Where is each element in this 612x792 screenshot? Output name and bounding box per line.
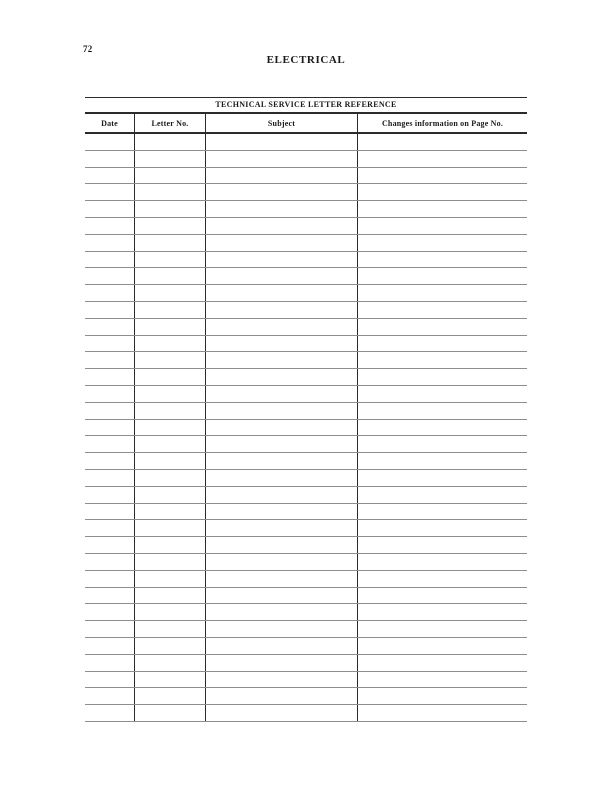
- table-row: [85, 672, 527, 689]
- table-cell: [85, 571, 134, 587]
- table-cell: [205, 151, 357, 167]
- table-cell: [205, 655, 357, 671]
- table-cell: [85, 655, 134, 671]
- table-row: [85, 487, 527, 504]
- table-cell: [357, 235, 527, 251]
- table-cell: [205, 487, 357, 503]
- table-row: [85, 319, 527, 336]
- table-cell: [357, 319, 527, 335]
- table-cell: [85, 151, 134, 167]
- column-header-date: Date: [101, 118, 118, 128]
- table-cell: [85, 302, 134, 318]
- section-title: ELECTRICAL: [266, 54, 346, 66]
- table-cell: [85, 688, 134, 704]
- table-cell: [205, 218, 357, 234]
- column-header-changes-information-on-page-no: Changes information on Page No.: [357, 114, 527, 132]
- table-cell: [134, 184, 205, 200]
- table-row: [85, 537, 527, 554]
- table-cell: [205, 537, 357, 553]
- table-cell: [357, 201, 527, 217]
- technical-service-letter-table: [85, 97, 527, 722]
- table-row: [85, 336, 527, 353]
- table-row: [85, 588, 527, 605]
- table-cell: [205, 520, 357, 536]
- table-cell: [134, 336, 205, 352]
- table-cell: [205, 285, 357, 301]
- table-cell: [357, 369, 527, 385]
- table-row: [85, 604, 527, 621]
- table-cell: [205, 336, 357, 352]
- table-cell: [134, 235, 205, 251]
- table-cell: [205, 672, 357, 688]
- table-cell: [357, 134, 527, 150]
- table-cell: [134, 571, 205, 587]
- table-row: [85, 218, 527, 235]
- table-cell: [85, 604, 134, 620]
- table-cell: [85, 705, 134, 721]
- table-cell: [205, 688, 357, 704]
- table-row: [85, 621, 527, 638]
- table-cell: [357, 588, 527, 604]
- table-cell: [205, 436, 357, 452]
- table-cell: [205, 604, 357, 620]
- table-cell: [357, 638, 527, 654]
- table-cell: [357, 537, 527, 553]
- table-cell: [205, 621, 357, 637]
- table-row: [85, 453, 527, 470]
- table-row: [85, 571, 527, 588]
- table-cell: [357, 336, 527, 352]
- table-cell: [134, 403, 205, 419]
- table-cell: [85, 487, 134, 503]
- table-cell: [357, 621, 527, 637]
- table-row: [85, 151, 527, 168]
- table-cell: [134, 453, 205, 469]
- table-cell: [85, 369, 134, 385]
- column-header-subject: Subject: [205, 114, 357, 132]
- table-cell: [134, 655, 205, 671]
- table-row: [85, 638, 527, 655]
- table-row: [85, 134, 527, 151]
- table-row: [85, 705, 527, 722]
- table-header-row: [85, 112, 527, 134]
- table-cell: [205, 134, 357, 150]
- table-cell: [85, 235, 134, 251]
- table-cell: [357, 252, 527, 268]
- table-cell: [85, 638, 134, 654]
- table-cell: [205, 369, 357, 385]
- table-row: [85, 168, 527, 185]
- table-cell: [134, 554, 205, 570]
- table-cell: [357, 655, 527, 671]
- table-row: [85, 201, 527, 218]
- table-cell: [134, 436, 205, 452]
- table-cell: [134, 386, 205, 402]
- table-cell: [357, 285, 527, 301]
- table-body: [85, 134, 527, 722]
- table-cell: [205, 268, 357, 284]
- table-row: [85, 420, 527, 437]
- table-cell: [357, 453, 527, 469]
- table-cell: [357, 705, 527, 721]
- table-cell: [85, 537, 134, 553]
- table-cell: [205, 638, 357, 654]
- table-cell: [134, 352, 205, 368]
- table-cell: [85, 252, 134, 268]
- table-cell: [205, 386, 357, 402]
- table-cell: [134, 252, 205, 268]
- table-cell: [85, 436, 134, 452]
- table-row: [85, 403, 527, 420]
- table-cell: [357, 604, 527, 620]
- table-cell: [134, 672, 205, 688]
- table-cell: [134, 268, 205, 284]
- table-row: [85, 688, 527, 705]
- table-cell: [357, 672, 527, 688]
- table-row: [85, 436, 527, 453]
- table-cell: [134, 638, 205, 654]
- table-cell: [357, 504, 527, 520]
- table-cell: [134, 201, 205, 217]
- table-cell: [134, 588, 205, 604]
- table-cell: [134, 420, 205, 436]
- table-cell: [357, 268, 527, 284]
- table-cell: [357, 420, 527, 436]
- table-cell: [85, 218, 134, 234]
- table-cell: [205, 571, 357, 587]
- table-row: [85, 504, 527, 521]
- table-cell: [85, 554, 134, 570]
- table-cell: [134, 705, 205, 721]
- table-cell: [357, 218, 527, 234]
- table-cell: [205, 184, 357, 200]
- table-cell: [85, 453, 134, 469]
- table-cell: [357, 168, 527, 184]
- table-cell: [85, 268, 134, 284]
- table-cell: [357, 386, 527, 402]
- table-cell: [85, 672, 134, 688]
- table-cell: [85, 420, 134, 436]
- table-cell: [85, 319, 134, 335]
- table-row: [85, 235, 527, 252]
- table-cell: [205, 403, 357, 419]
- table-cell: [357, 184, 527, 200]
- table-row: [85, 470, 527, 487]
- table-cell: [134, 537, 205, 553]
- table-cell: [85, 352, 134, 368]
- table-row: [85, 554, 527, 571]
- table-cell: [205, 588, 357, 604]
- table-cell: [357, 403, 527, 419]
- table-cell: [357, 520, 527, 536]
- table-cell: [85, 168, 134, 184]
- table-cell: [85, 588, 134, 604]
- table-row: [85, 184, 527, 201]
- table-cell: [85, 285, 134, 301]
- table-cell: [205, 201, 357, 217]
- table-cell: [134, 302, 205, 318]
- table-cell: [85, 134, 134, 150]
- table-cell: [134, 285, 205, 301]
- table-cell: [85, 520, 134, 536]
- table-cell: [134, 168, 205, 184]
- table-cell: [134, 319, 205, 335]
- table-cell: [205, 705, 357, 721]
- table-row: [85, 302, 527, 319]
- table-cell: [205, 420, 357, 436]
- table-cell: [85, 336, 134, 352]
- column-header-letter-no: Letter No.: [134, 114, 205, 132]
- table-cell: [205, 302, 357, 318]
- table-cell: [134, 134, 205, 150]
- table-cell: [85, 201, 134, 217]
- table-title: TECHNICAL SERVICE LETTER REFERENCE: [215, 100, 397, 109]
- table-cell: [357, 436, 527, 452]
- table-row: [85, 268, 527, 285]
- table-cell: [85, 621, 134, 637]
- table-cell: [357, 487, 527, 503]
- table-row: [85, 655, 527, 672]
- table-cell: [205, 168, 357, 184]
- table-cell: [85, 403, 134, 419]
- table-cell: [134, 504, 205, 520]
- table-cell: [357, 470, 527, 486]
- table-cell: [205, 235, 357, 251]
- table-cell: [205, 453, 357, 469]
- table-cell: [134, 487, 205, 503]
- table-row: [85, 369, 527, 386]
- table-row: [85, 252, 527, 269]
- table-cell: [357, 688, 527, 704]
- table-cell: [134, 218, 205, 234]
- table-cell: [205, 554, 357, 570]
- table-cell: [134, 151, 205, 167]
- table-cell: [357, 571, 527, 587]
- table-cell: [357, 302, 527, 318]
- table-cell: [85, 470, 134, 486]
- table-cell: [134, 688, 205, 704]
- page-number: 72: [83, 44, 93, 54]
- table-cell: [205, 352, 357, 368]
- table-row: [85, 285, 527, 302]
- table-cell: [134, 369, 205, 385]
- table-cell: [357, 352, 527, 368]
- table-cell: [205, 319, 357, 335]
- table-cell: [85, 386, 134, 402]
- table-cell: [134, 520, 205, 536]
- table-cell: [134, 470, 205, 486]
- table-cell: [357, 554, 527, 570]
- table-cell: [134, 621, 205, 637]
- table-cell: [205, 504, 357, 520]
- table-cell: [357, 151, 527, 167]
- table-row: [85, 352, 527, 369]
- table-cell: [205, 470, 357, 486]
- table-row: [85, 386, 527, 403]
- table-cell: [85, 184, 134, 200]
- table-row: [85, 520, 527, 537]
- table-cell: [134, 604, 205, 620]
- table-cell: [205, 252, 357, 268]
- table-cell: [85, 504, 134, 520]
